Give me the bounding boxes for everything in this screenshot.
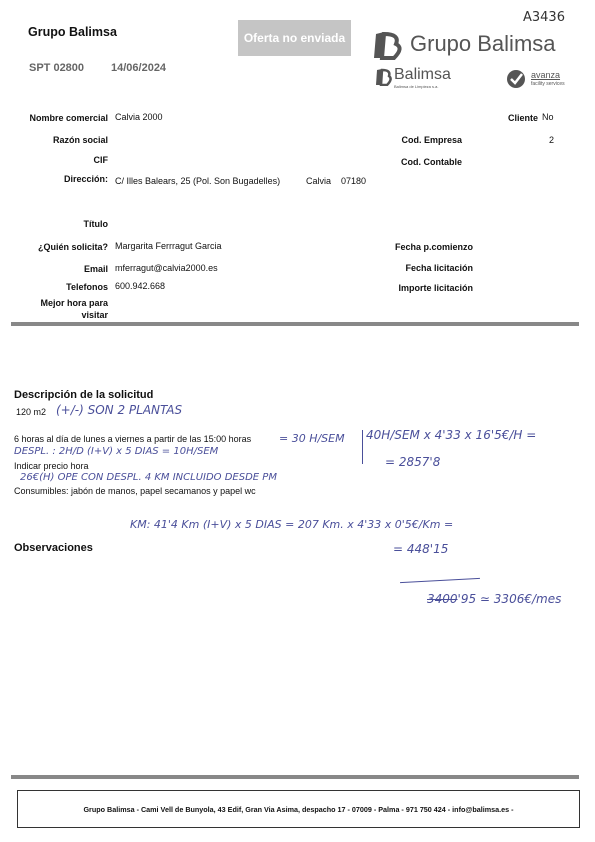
handwriting-displacement: DESPL. : 2H/D (I+V) x 5 DIAS = 10H/SEM [14,446,219,457]
balimsa-small-b-icon [373,68,393,86]
logo-main-text: Grupo Balimsa [410,31,556,56]
handwriting-cost-result: = 2857'8 [385,455,441,469]
handwriting-km-result: = 448'15 [393,542,449,556]
handwriting-total [427,592,561,606]
descripcion-title: Descripción de la solicitud [14,389,154,401]
cliente-value: No [542,112,554,122]
cod-empresa-value: 2 [549,135,555,145]
mejor-hora-label-line2: visitar [81,310,108,320]
avanza-logo [505,68,580,92]
handwritten-reference: A3436 [523,10,565,25]
footer-text: Grupo Balimsa - Cami Vell de Bunyola, 43 Edif, Gran Via Asima, despacho 17 - 07009 - Palma - 971 750 424 - info@balimsa.es - [83,804,514,814]
importe-licitacion-label: Importe licitación [398,283,473,293]
avanza-tagline: facility services [531,81,565,87]
handwriting-km-calc: KM: 41'4 Km (I+V) x 5 DIAS = 207 Km. x 4'33 x 0'5€/Km = [130,518,454,531]
fecha-comienzo-label: Fecha p.comienzo [394,242,473,252]
footer-box [17,790,580,828]
cif-label: CIF [93,155,108,165]
balimsa-b-icon [370,30,406,60]
direccion-label: Dirección: [63,174,108,184]
descripcion-line-price: Indicar precio hora [14,461,89,471]
titulo-label: Título [83,219,108,229]
quien-solicita-label: ¿Quién solicita? [37,242,108,252]
observaciones-title: Observaciones [14,542,93,554]
footer-divider [11,775,579,779]
cod-empresa-label: Cod. Empresa [401,135,462,145]
balimsa-logo [373,66,473,92]
avanza-text: avanza [531,70,561,80]
handwriting-total-value: '95 ≃ 3306€/mes [457,592,562,606]
descripcion-line-hours: 6 horas al día de lunes a viernes a partir de las 15:00 horas [14,434,252,444]
fecha-licitacion-label: Fecha licitación [405,263,473,273]
request-date: 14/06/2024 [111,62,167,74]
grupo-balimsa-logo [370,28,570,62]
handwriting-sum-line [400,578,480,583]
handwriting-hours-total: = 30 H/SEM [279,432,345,445]
email-label: Email [83,264,108,274]
status-badge: Oferta no enviada [238,20,351,56]
handwriting-area-note: (+/-) SON 2 PLANTAS [56,403,183,417]
section-divider [11,322,579,326]
handwriting-rate-note: 26€(H) OPE CON DESPL. 4 KM INCLUIDO DESDE PM [20,472,277,483]
telefonos-label: Telefonos [66,282,108,292]
avanza-check-icon [505,68,527,90]
company-name: Grupo Balimsa [28,25,117,39]
handwriting-total-struck: 3400 [427,592,458,606]
mejor-hora-label-line1: Mejor hora para [40,298,108,308]
logo-sub-text: Balimsa [394,66,451,83]
nombre-comercial-label: Nombre comercial [29,113,108,123]
razon-social-label: Razón social [52,135,108,145]
descripcion-line-area: 120 m2 [16,407,47,417]
logo-sub-tagline: Balimsa de Limpieza s.a. [394,84,439,89]
handwriting-cost-calc: 40H/SEM x 4'33 x 16'5€/H = [366,428,537,442]
direccion-city: Calvia [306,176,332,186]
quien-solicita-value: Margarita Ferrragut Garcia [115,241,222,251]
cod-contable-label: Cod. Contable [401,157,462,167]
cliente-label: Cliente [507,113,538,123]
nombre-comercial-value: Calvia 2000 [115,112,163,122]
direccion-zip: 07180 [341,176,367,186]
request-code: SPT 02800 [29,62,85,74]
telefonos-value: 600.942.668 [115,281,166,291]
handwriting-bracket [358,430,363,464]
email-value: mferragut@calvia2000.es [115,263,218,273]
direccion-value: C/ Illes Balears, 25 (Pol. Son Bugadelles) [115,176,281,186]
descripcion-line-consumibles: Consumibles: jabón de manos, papel secamanos y papel wc [14,486,256,496]
